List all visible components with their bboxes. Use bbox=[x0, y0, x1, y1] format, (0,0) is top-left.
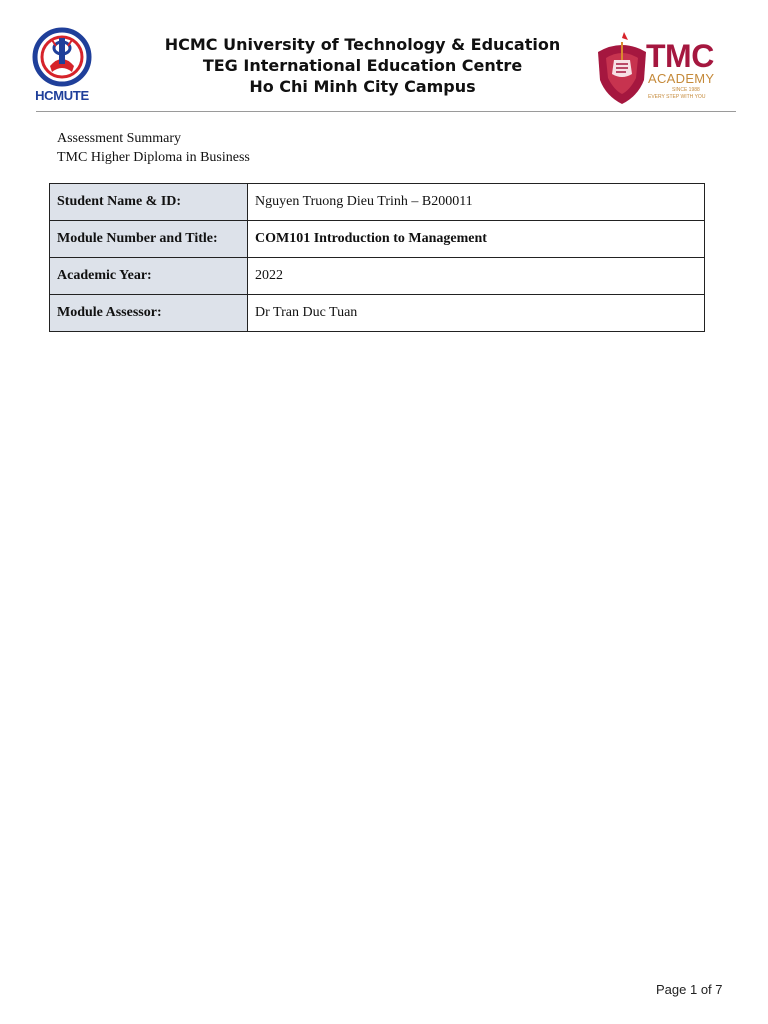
tmc-logo-since: SINCE 1988 bbox=[672, 87, 700, 93]
program-title: TMC Higher Diploma in Business bbox=[57, 150, 250, 165]
row-value: Nguyen Truong Dieu Trinh – B200011 bbox=[248, 184, 705, 221]
institution-titles bbox=[140, 34, 585, 97]
row-label: Academic Year: bbox=[50, 258, 248, 295]
table-row bbox=[50, 258, 705, 295]
tmc-logo-tagline: EVERY STEP WITH YOU bbox=[648, 94, 706, 100]
institution-title-line: HCMC University of Technology & Education bbox=[164, 35, 561, 54]
table-row bbox=[50, 295, 705, 332]
row-label: Module Assessor: bbox=[50, 295, 248, 332]
header-divider bbox=[36, 111, 736, 112]
tmc-logo-subtitle: ACADEMY bbox=[648, 71, 715, 86]
row-value: Dr Tran Duc Tuan bbox=[248, 295, 705, 332]
hcmute-logo-text: HCMUTE bbox=[35, 88, 89, 103]
institution-title-line: Ho Chi Minh City Campus bbox=[249, 77, 476, 96]
table-row bbox=[50, 221, 705, 258]
assessment-summary bbox=[57, 129, 250, 167]
page-number: Page 1 of 7 bbox=[656, 982, 723, 997]
table-row bbox=[50, 184, 705, 221]
assessment-details-table bbox=[49, 183, 705, 332]
summary-title: Assessment Summary bbox=[57, 131, 182, 146]
document-header bbox=[0, 0, 768, 112]
row-value: 2022 bbox=[248, 258, 705, 295]
row-value: COM101 Introduction to Management bbox=[248, 221, 705, 258]
institution-title-line: TEG International Education Centre bbox=[202, 56, 523, 75]
tmc-logo-name: TMC bbox=[646, 38, 714, 74]
row-label: Student Name & ID: bbox=[50, 184, 248, 221]
row-label: Module Number and Title: bbox=[50, 221, 248, 258]
